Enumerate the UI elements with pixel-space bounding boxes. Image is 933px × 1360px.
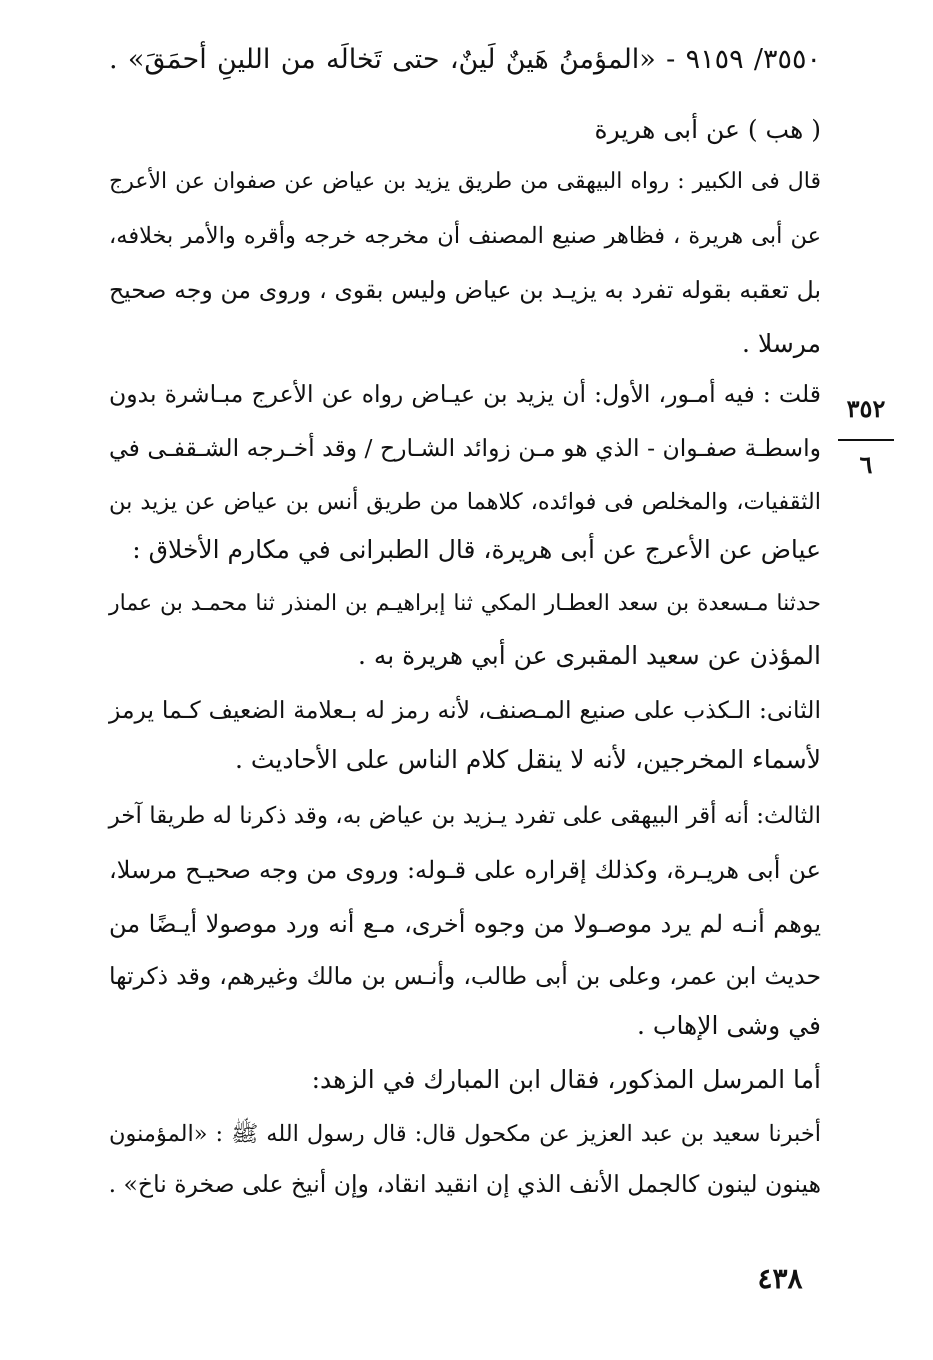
p4-line-2: لأسماء المخرجين، لأنه لا ينقل كلام الناس على الأحاديث . [235,745,821,774]
margin-reference-top: ٣٥٢ [846,394,886,423]
p7-line-2: هينون لينون كالجمل الأنف الذي إن انقيد انقاد، وإن أنيخ على صخرة ناخ» . [108,1170,821,1198]
p5-line-2: عن أبى هريـرة، وكذلك إقراره على قـوله: وروى من وجه صحيـح مرسلا، [109,856,821,884]
p3-line-1: حدثنا مـسعدة بن سعد العطـار المكي ثنا إبراهيـم بن المنذر ثنا محمـد بن عمار [109,591,821,616]
margin-reference-rule [838,439,894,441]
p3-line-2: المؤذن عن سعيد المقبرى عن أبي هريرة به . [357,641,821,670]
p2-line-3: الثقفيات، والمخلص فى فوائده، كلاهما من طريق أنس بن عياض عن يزيد بن [109,489,821,515]
p1-line-1: قال فى الكبير : رواه البيهقى من طريق يزيد بن عياض عن صفوان عن الأعرج [109,169,821,194]
p1-line-4: مرسلا . [742,329,821,358]
hadith-title: ٣٥٥٠/ ٩١٥٩ - «المؤمنُ هَينٌ لَينٌ، حتى تَخالَه من اللينِ أحمَقَ» . [109,44,821,75]
p4-line-1: الثانى: الـكذب على صنيع المـصنف، لأنه رمز له بـعلامة الضعيف كـما يرمز [109,696,821,724]
page-number: ٤٣٨ [757,1262,803,1295]
p2-line-4: عياض عن الأعرج عن أبى هريرة، قال الطبرانى في مكارم الأخلاق : [132,535,821,564]
hadith-source: ( هب ) عن أبى هريرة [594,115,821,144]
p7-line-1: أخبرنا سعيد بن عبد العزيز عن مكحول قال: قال رسول الله ﷺ : «المؤمنون [109,1121,821,1147]
margin-reference-bottom: ٦ [859,450,873,479]
p2-line-1: قلت : فيه أمـور، الأول: أن يزيد بن عيـاض رواه عن الأعرج مبـاشرة بدون [109,380,821,408]
p5-line-3: يوهم أنـه لم يرد موصـولا من وجوه أخرى، مـع أنه ورد موصولا أيـضًا من [109,910,821,938]
p6-line-1: أما المرسل المذكور، فقال ابن المبارك في الزهد: [311,1065,821,1094]
p1-line-2: عن أبى هريرة ، فظاهر صنيع المصنف أن مخرجه خرجه وأقره والأمر بخلافه، [109,223,821,249]
p5-line-5: في وشى الإهاب . [637,1011,821,1040]
p1-line-3: بل تعقبه بقوله تفرد به يزيـد بن عياض وليس بقوى ، وروى من وجه صحيح [109,276,821,304]
p2-line-2: واسطـة صفـوان - الذي هو مـن زوائد الشـارح / وقد أخـرجه الشـقفـى في [109,434,821,462]
p5-line-4: حديث ابن عمر، وعلى بن أبى طالب، وأنـس بن مالك وغيرهم، وقد ذكرتها [109,962,821,990]
p5-line-1: الثالث: أنه أقر البيهقى على تفرد يـزيد بن عياض به، وقد ذكرنا له طريقا آخر [108,803,821,829]
